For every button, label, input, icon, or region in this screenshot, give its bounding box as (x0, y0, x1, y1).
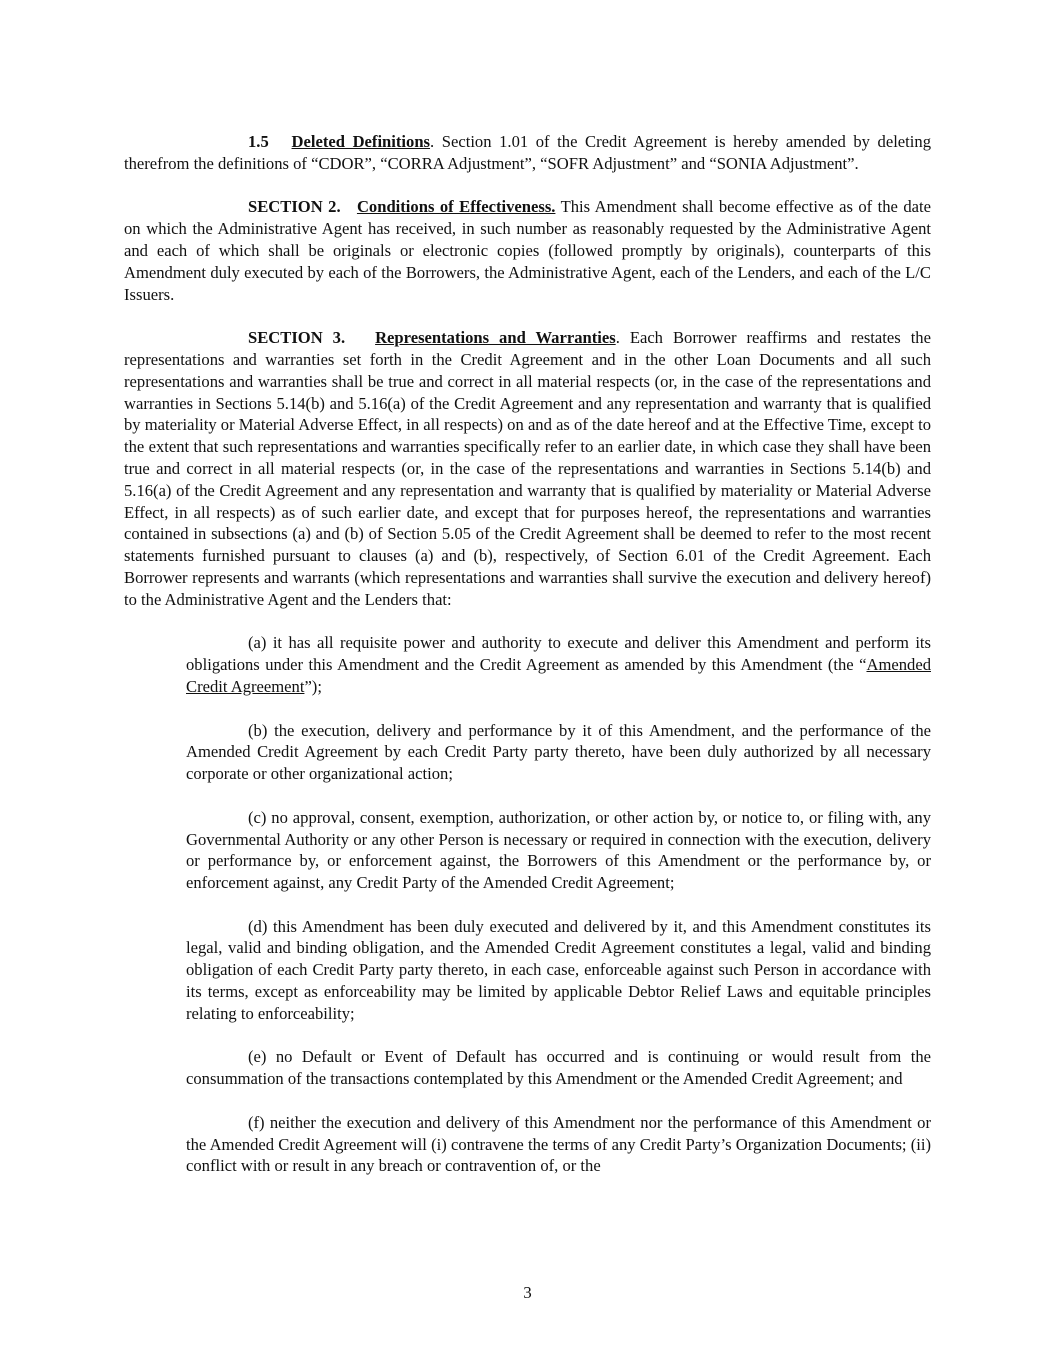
clause-a-text-end: ”); (304, 676, 322, 696)
section-1-5-heading: Deleted Definitions (291, 132, 431, 151)
section-1-5-paragraph (124, 131, 931, 175)
clause-b: (b) the execution, delivery and performance by it of this Amendment, and the performance of the Amended Credit Agreement by each Credit Party party thereto, have been duly authorized by all necessary corporate or other organizational action; (186, 720, 931, 784)
section-3-number: SECTION 3. (248, 328, 346, 348)
section-3-paragraph (124, 327, 931, 610)
clause-a-defined-term: Amended Credit Agreement (186, 655, 931, 696)
clause-a-text: (a) it has all requisite power and authority to execute and deliver this Amendment and perform its obligations under this Amendment and the Credit Agreement as amended by this Amendment (the “ (186, 633, 931, 675)
clause-d: (d) this Amendment has been duly executed and delivered by it, and this Amendment constitutes its legal, valid and binding obligation, and the Amended Credit Agreement constitutes a legal, valid and binding obligation of each Credit Party party thereto, in each case, enforceable against such Person in accordance with its terms, except as enforceability may be limited by applicable Debtor Relief Laws and equitable principles relating to enforceability; (186, 916, 931, 1023)
clause-f: (f) neither the execution and delivery of this Amendment nor the performance of this Amendment or the Amended Credit Agreement will (i) contravene the terms of any Credit Party’s Organization Documents; (ii) conflict with or result in any breach or contravention of, or the (186, 1112, 931, 1176)
section-2-text: This Amendment shall become effective as of the date on which the Administrative Agent has received, in such number as reasonably requested by the Administrative Agent and each of which shall be originals or electronic copies (followed promptly by originals), counterparts of this Amendment duly executed by each of the Borrowers, the Administrative Agent, each of the Lenders, and each of the L/C Issuers. (124, 197, 931, 304)
clause-c: (c) no approval, consent, exemption, authorization, or other action by, or notice to, or filing with, any Governmental Authority or any other Person is necessary or required in connection with the execution, delivery or performance by, or enforcement against, the Borrowers of this Amendment or the performance by, or enforcement against, any Credit Party of the Amended Credit Agreement; (186, 807, 931, 893)
clause-a (186, 632, 931, 697)
section-3-heading: Representations and Warranties (375, 328, 616, 348)
page-number: 3 (523, 1283, 532, 1302)
clause-e: (e) no Default or Event of Default has occurred and is continuing or would result from the consummation of the transactions contemplated by this Amendment or the Amended Credit Agreement; and (186, 1047, 931, 1089)
section-2-heading: Conditions of Effectiveness. (356, 197, 556, 217)
document-page (124, 131, 931, 1177)
section-3-text: . Each Borrower reaffirms and restates the representations and warranties set forth in the Credit Agreement and in the other Loan Documents and all such representations and warranties shall be true and correct in all material respects (or, in the case of the representations and warranties in Sections 5.14(b) and 5.16(a) of the Credit Agreement and any representation and warranty that is qualified by materiality or Material Adverse Effect, in all respects) on and as of the date hereof and at the Effective Time, except to the extent that such representations and warranties specifically refer to an earlier date, in which case they shall have been true and correct in all material respects (or, in the case of the representations and warranties in Sections 5.14(b) and 5.16(a) of the Credit Agreement and any representation and warranty that is qualified by materiality or Material Adverse Effect, in all respects) as of such earlier date, and except that for purposes hereof, the representations and warranties contained in subsections (a) and (b) of Section 5.05 of the Credit Agreement shall be deemed to refer to the most recent statements furnished pursuant to clauses (a) and (b), respectively, of Section 6.01 of the Credit Agreement. Each Borrower represents and warrants (which representations and warranties shall survive the execution and delivery hereof) to the Administrative Agent and the Lenders that: (124, 328, 931, 609)
section-2-number: SECTION 2. (248, 197, 341, 217)
section-1-5-text: . Section 1.01 of the Credit Agreement is hereby amended by deleting therefrom the definitions of “CDOR”, “CORRA Adjustment”, “SOFR Adjustment” and “SONIA Adjustment”. (124, 132, 931, 173)
section-1-5-number: 1.5 (248, 132, 269, 151)
section-2-paragraph (124, 196, 931, 305)
